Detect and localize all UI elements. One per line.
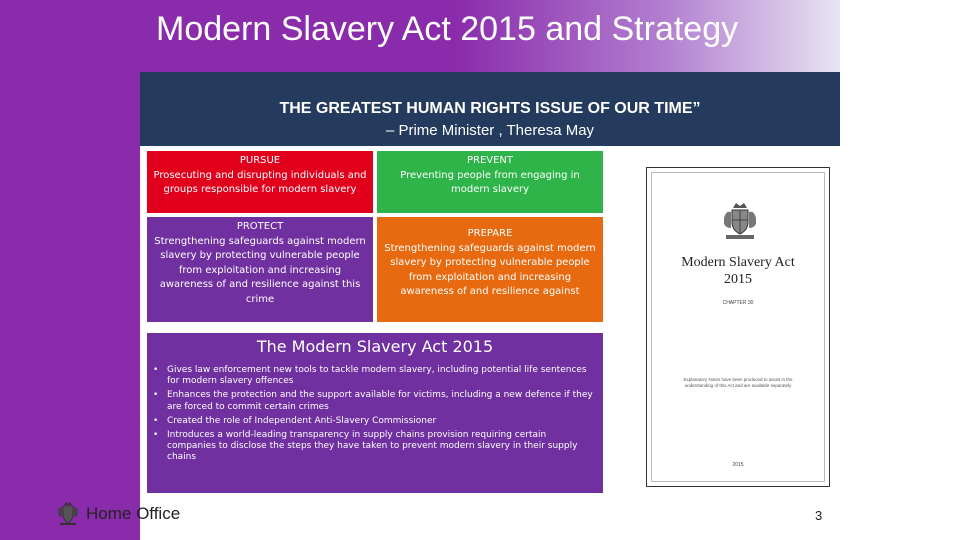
prevent-box [377,151,603,213]
quote-attribution: – Prime Minister , Theresa May [385,122,595,139]
page-number: 3 [815,508,823,523]
act-bullet-text: Gives law enforcement new tools to tackle modern slavery, including potential life sentences for modern slavery offences [167,365,587,387]
list-item [153,365,597,387]
act-summary-box [147,333,603,493]
act-bullet-text: Introduces a world-leading transparency in supply chains provision requiring certain companies to disclose the steps they have taken to prevent modern slavery in their supply chains [167,430,578,463]
prepare-text: Strengthening safeguards against modern slavery by protecting vulnerable people from exploitation and increasing awareness of and resilience against [384,242,596,297]
list-item [153,416,597,427]
prepare-heading: PREPARE [467,228,513,239]
prepare-box [377,217,603,322]
bullet-icon: • [153,390,159,401]
quote-text: THE GREATEST HUMAN RIGHTS ISSUE OF OUR TIME” [279,100,701,117]
cover-chapter: CHAPTER 30 [722,300,754,306]
footer-divider [48,500,50,526]
list-item [153,390,597,412]
act-bullet-text: Created the role of Independent Anti-Slavery Commissioner [167,415,437,426]
royal-coat-of-arms-icon [718,198,762,242]
pursue-text: Prosecuting and disrupting individuals and groups responsible for modern slavery [153,169,367,195]
pursue-box [147,151,373,213]
home-office-crest-icon [56,500,80,526]
list-item [153,430,597,464]
act-bullet-text: Enhances the protection and the support available for victims, including a new defence if they are forced to commit certain crimes [167,390,593,412]
cover-year: 2015 [732,462,744,468]
cover-title-line2: 2015 [724,272,752,287]
prevent-heading: PREVENT [466,155,514,166]
home-office-label: Home Office [86,504,181,523]
protect-heading: PROTECT [236,221,284,232]
pursue-heading: PURSUE [239,155,281,166]
left-accent-bar [0,0,140,540]
slide-title: Modern Slavery Act 2015 and Strategy [156,10,739,48]
bullet-icon: • [153,365,159,375]
cover-title-line1: Modern Slavery Act [681,255,795,270]
cover-note: Explanatory Notes have been produced to assist in the understanding of this Act and are available separately [683,377,793,388]
bullet-icon: • [153,415,159,426]
act-bullet-list [153,365,597,467]
prevent-text: Preventing people from engaging in modern slavery [400,169,580,195]
act-title: The Modern Slavery Act 2015 [256,337,494,356]
protect-text: Strengthening safeguards against modern slavery by protecting vulnerable people from exploitation and increasing awareness of and resilience against this crime [154,235,366,305]
protect-box [147,217,373,322]
bullet-icon: • [153,430,159,441]
